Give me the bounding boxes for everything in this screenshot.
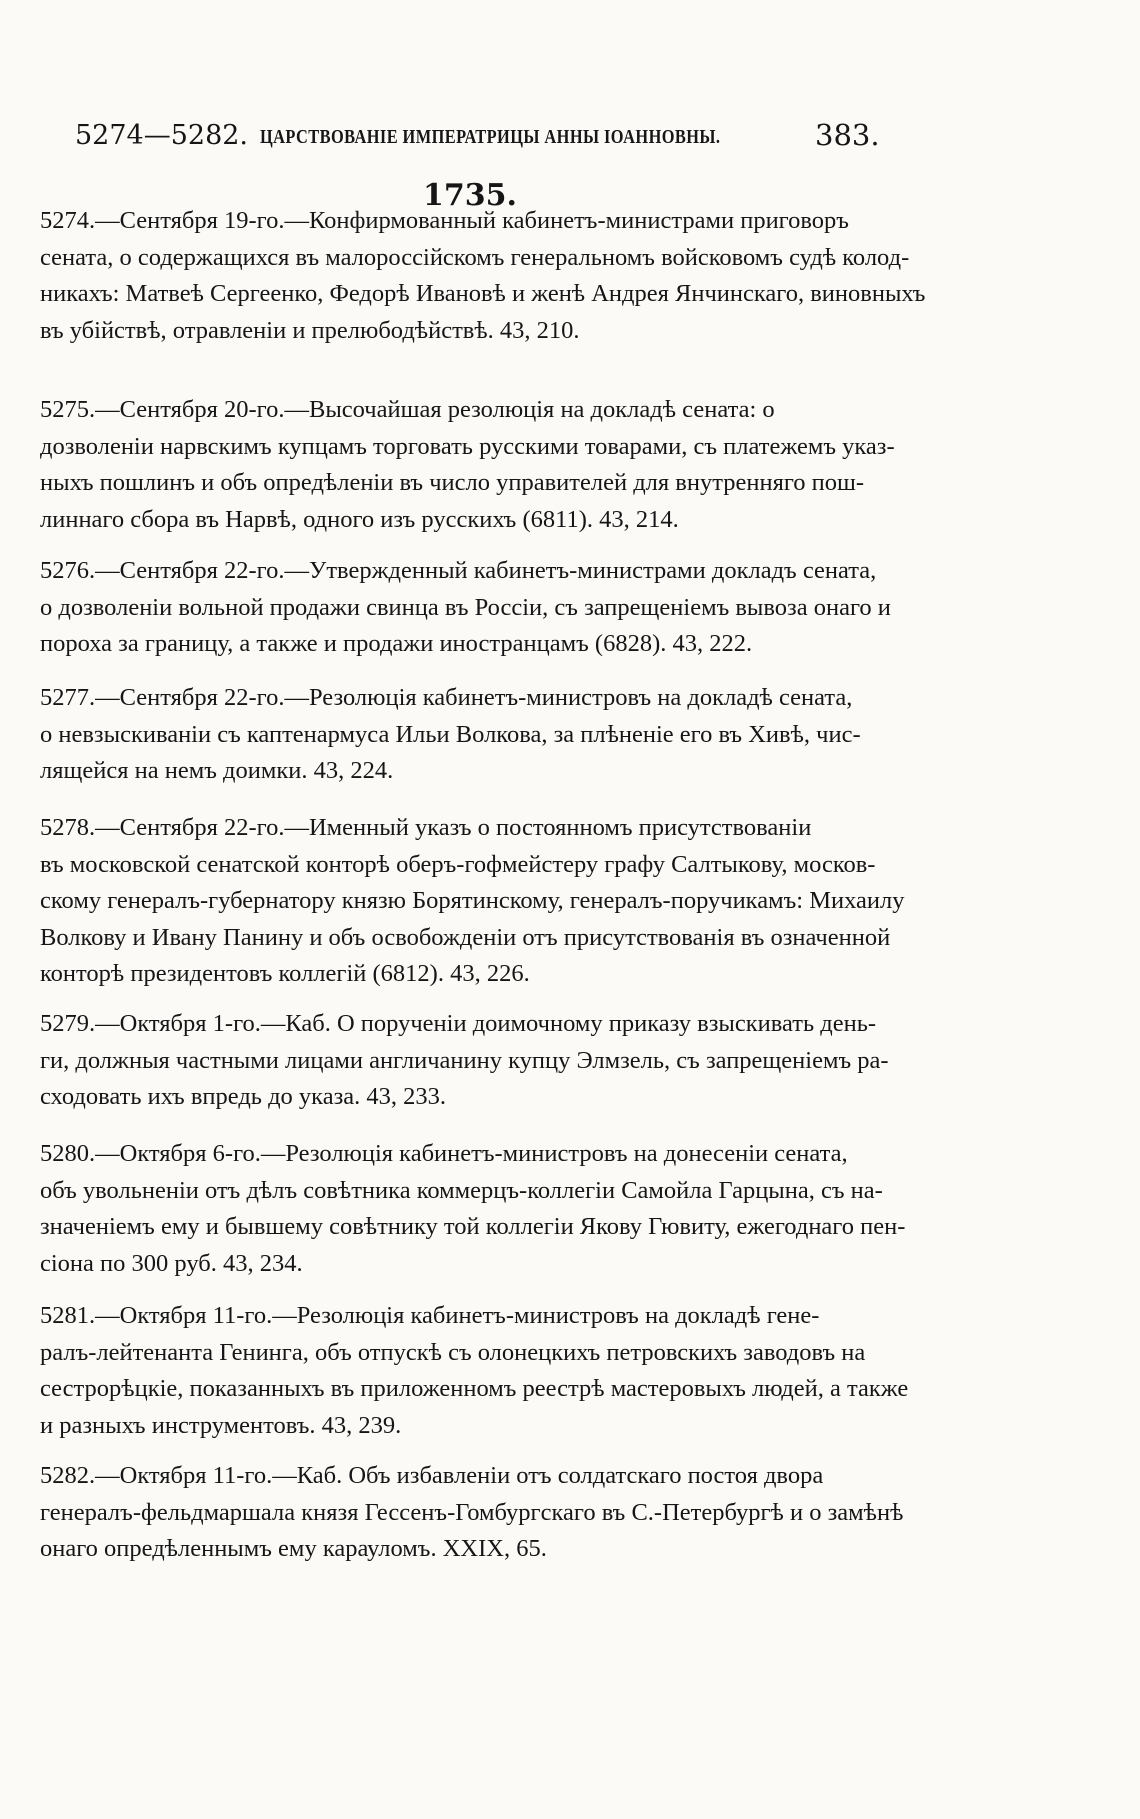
entry-line: и разныхъ инструментовъ. 43, 239. xyxy=(40,1411,402,1439)
entry-line: сестрорѣцкіе, показанныхъ въ приложенномъ реестрѣ мастеровыхъ людей, а также xyxy=(40,1375,909,1402)
entry-line: 5278.—Сентября 22-го.—Именный указъ о постоянномъ присутствованіи xyxy=(40,814,812,841)
entry-line: онаго опредѣленнымъ ему карауломъ. XXIX, 65. xyxy=(40,1535,547,1562)
entry-line: сіона по 300 руб. 43, 234. xyxy=(40,1249,303,1277)
entry-line: конторѣ президентовъ коллегій (6812). 43, 226. xyxy=(40,960,530,987)
entry-line: дозволеніи нарвскимъ купцамъ торговать русскими товарами, съ платежемъ указ- xyxy=(40,432,895,460)
entry-line: объ увольненіи отъ дѣлъ совѣтника коммерцъ-коллегіи Самойла Гарцына, съ на- xyxy=(40,1176,883,1204)
entry-line: ныхъ пошлинъ и объ опредѣленіи въ число управителей для внутренняго пош- xyxy=(40,469,865,496)
entry-line: 5280.—Октября 6-го.—Резолюція кабинетъ-министровъ на донесеніи сената, xyxy=(40,1140,848,1167)
entry-5282 xyxy=(40,1458,935,1568)
entry-5276 xyxy=(40,553,935,663)
entry-line: линнаго сбора въ Нарвѣ, одного изъ русскихъ (6811). 43, 214. xyxy=(40,505,679,533)
entry-line: о дозволеніи вольной продажи свинца въ Россіи, съ запрещеніемъ вывоза онаго и xyxy=(40,593,891,621)
entry-line: 5274.—Сентября 19-го.—Конфирмованный кабинетъ-министрами приговоръ xyxy=(40,207,849,234)
entry-line: 5276.—Сентября 22-го.—Утвержденный кабинетъ-министрами докладъ сената, xyxy=(40,557,877,584)
entry-line: значеніемъ ему и бывшему совѣтнику той коллегіи Якову Гювиту, ежегоднаго пен- xyxy=(40,1213,906,1240)
running-title: ЦАРСТВОВАНІЕ ИМПЕРАТРИЦЫ АННЫ ІОАННОВНЫ. xyxy=(260,126,721,148)
entry-line: сената, о содержащихся въ малороссійскомъ генеральномъ войсковомъ судѣ колод- xyxy=(40,243,910,271)
entry-line: въ убійствѣ, отравленіи и прелюбодѣйствѣ. 43, 210. xyxy=(40,316,580,344)
entry-line: 5275.—Сентября 20-го.—Высочайшая резолюція на докладѣ сената: о xyxy=(40,396,775,423)
entry-line: Волкову и Ивану Панину и объ освобожденіи отъ присутствованія въ означенной xyxy=(40,923,891,951)
entry-line: 5282.—Октября 11-го.—Каб. Объ избавленіи отъ солдатскаго постоя двора xyxy=(40,1462,824,1489)
entry-line: 5279.—Октября 1-го.—Каб. О порученіи доимочному приказу взыскивать день- xyxy=(40,1010,877,1037)
entry-line: генералъ-фельдмаршала князя Гессенъ-Гомбургскаго въ С.-Петербургѣ и о замѣнѣ xyxy=(40,1498,904,1526)
entry-5279 xyxy=(40,1006,935,1116)
entry-line: ги, должныя частными лицами англичанину купцу Элмзель, съ запрещеніемъ ра- xyxy=(40,1046,889,1074)
entry-5281 xyxy=(40,1298,935,1444)
page-number: 383. xyxy=(815,118,880,152)
entry-5274 xyxy=(40,203,935,349)
entry-line: 5277.—Сентября 22-го.—Резолюція кабинетъ-министровъ на докладѣ сената, xyxy=(40,684,853,711)
entry-line: о невзыскиваніи съ каптенармуса Ильи Волкова, за плѣненіе его въ Хивѣ, чис- xyxy=(40,720,861,748)
entry-line: пороха за границу, а также и продажи иностранцамъ (6828). 43, 222. xyxy=(40,630,753,657)
year-heading: 1735. xyxy=(423,178,517,213)
entry-5278 xyxy=(40,810,935,993)
entry-5280 xyxy=(40,1136,935,1282)
entry-line: скому генералъ-губернатору князю Борятинскому, генералъ-поручикамъ: Михаилу xyxy=(40,887,905,914)
entry-line: сходовать ихъ впредь до указа. 43, 233. xyxy=(40,1083,447,1110)
entry-line: никахъ: Матвеѣ Сергеенко, Федорѣ Ивановѣ и женѣ Андрея Янчинскаго, виновныхъ xyxy=(40,280,926,307)
entry-line: въ московской сенатской конторѣ оберъ-гофмейстеру графу Салтыкову, москов- xyxy=(40,850,876,878)
entry-5277 xyxy=(40,680,935,790)
entry-5275 xyxy=(40,392,935,538)
running-header xyxy=(75,118,880,164)
entry-line: ралъ-лейтенанта Генинга, объ отпускѣ съ олонецкихъ петровскихъ заводовъ на xyxy=(40,1338,866,1366)
entry-range: 5274—5282. xyxy=(75,120,249,151)
entry-line: 5281.—Октября 11-го.—Резолюція кабинетъ-министровъ на докладѣ гене- xyxy=(40,1302,820,1329)
entry-line: лящейся на немъ доимки. 43, 224. xyxy=(40,757,394,784)
